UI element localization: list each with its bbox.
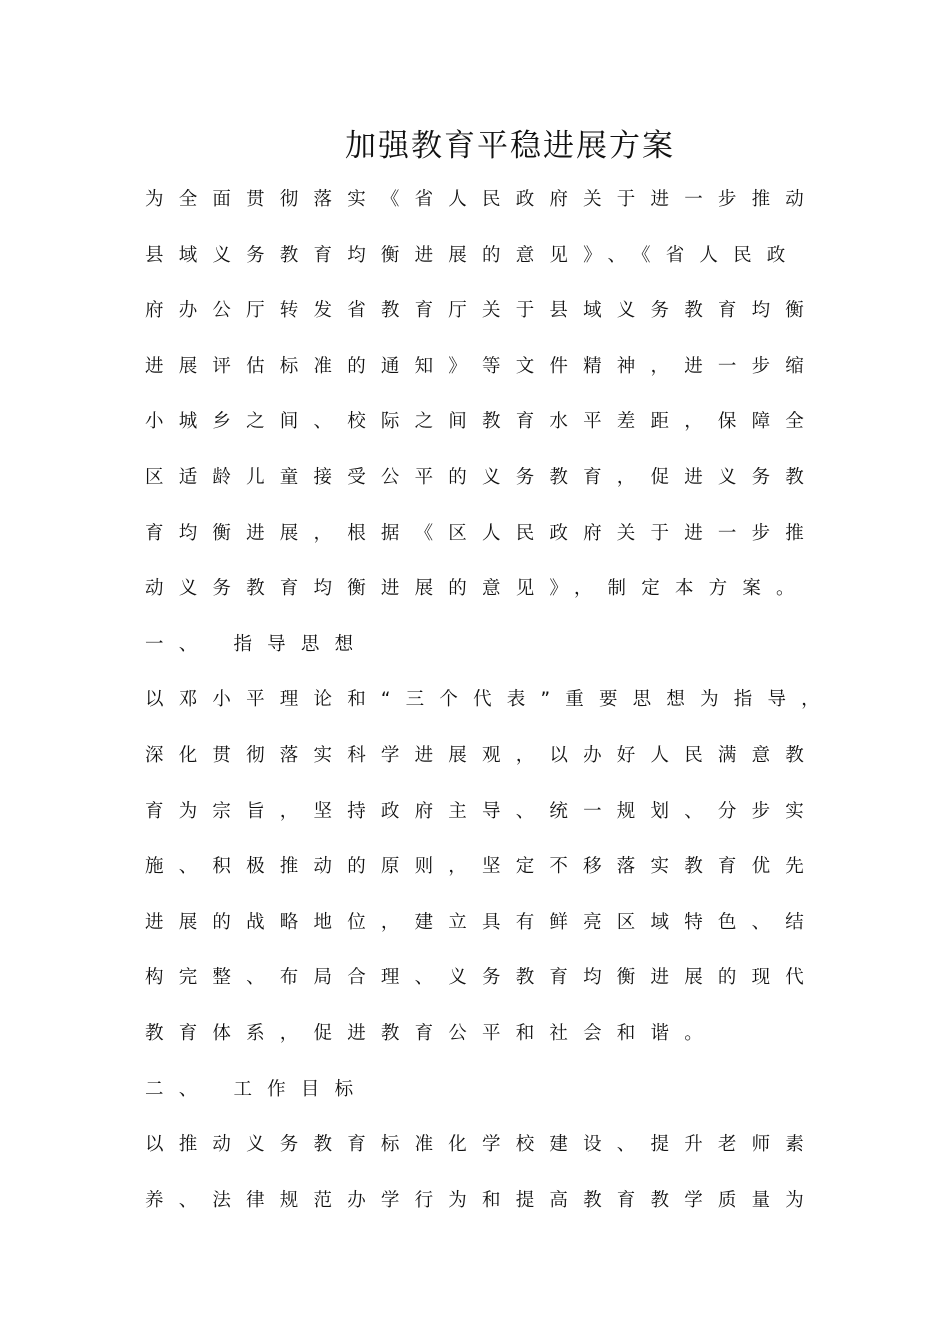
body-line: 育均衡进展，根据《区人民政府关于进一步推: [145, 522, 820, 544]
document-title: 加强教育平稳进展方案: [345, 128, 675, 164]
body-line: 以推动义务教育标准化学校建设、提升老师素: [145, 1134, 820, 1156]
body-line: 进展评估标准的通知》等文件精神，进一步缩: [145, 355, 820, 377]
body-line: 动义务教育均衡进展的意见》，制定本方案。: [145, 578, 810, 600]
section-heading-work-goals: 二、 工作目标: [145, 1078, 369, 1100]
body-line: 为全面贯彻落实《省人民政府关于进一步推动: [145, 189, 820, 210]
body-line: 以邓小平理论和“三个代表”重要思想为指导，: [145, 689, 835, 711]
body-line: 教育体系，促进教育公平和社会和谐。: [145, 1022, 718, 1044]
body-line: 深化贯彻落实科学进展观，以办好人民满意教: [145, 744, 820, 766]
body-line: 育为宗旨，坚持政府主导、统一规划、分步实: [145, 800, 820, 822]
body-line: 养、法律规范办学行为和提高教育教学质量为: [145, 1189, 820, 1211]
body-line: 小城乡之间、校际之间教育水平差距，保障全: [145, 411, 820, 433]
document-body: [145, 182, 845, 1238]
body-line: 区适龄儿童接受公平的义务教育，促进义务教: [145, 466, 820, 488]
section-heading-guiding-ideology: 一、 指导思想: [145, 633, 369, 655]
body-line: 构完整、布局合理、义务教育均衡进展的现代: [145, 967, 820, 989]
body-line: 府办公厅转发省教育厅关于县域义务教育均衡: [145, 300, 820, 322]
body-line: 施、积极推动的原则，坚定不移落实教育优先: [145, 856, 820, 878]
body-line: 县域义务教育均衡进展的意见》、《省人民政: [145, 244, 801, 266]
body-line: 进展的战略地位，建立具有鲜亮区域特色、结: [145, 911, 820, 933]
